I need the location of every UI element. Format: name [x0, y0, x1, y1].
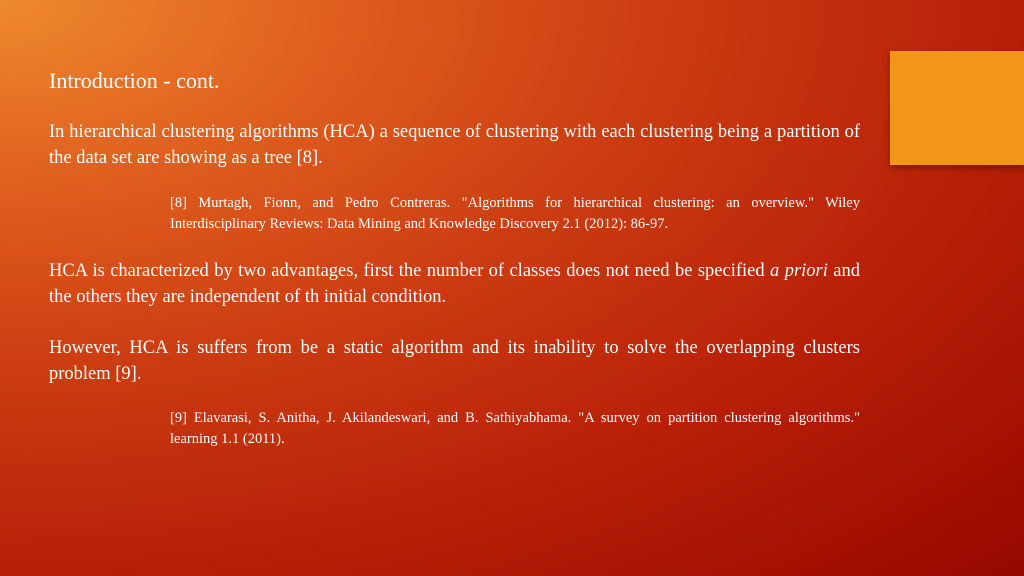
paragraph-hca-advantages-start: HCA is characterized by two advantages, first the number of classes does not need be specified [49, 261, 771, 281]
paragraph-hca-definition: In hierarchical clustering algorithms (HCA) a sequence of clustering with each clustering being a partition of the data set are showing as a tree [8]. [49, 122, 860, 168]
accent-box [890, 51, 1024, 165]
paragraph-hca-advantages [49, 258, 860, 310]
paragraph-hca-limitations: However, HCA is suffers from be a static algorithm and its inability to solve the overlapping clusters problem [9]. [49, 338, 860, 384]
slide-title: Introduction - cont. [49, 68, 220, 93]
a-priori-italic: a priori [770, 261, 828, 281]
reference-9: [9] Elavarasi, S. Anitha, J. Akilandeswari, and B. Sathiyabhama. "A survey on partition clustering algorithms." learning 1.1 (2011). [170, 410, 860, 447]
reference-8: [8] Murtagh, Fionn, and Pedro Contreras. "Algorithms for hierarchical clustering: an overview." Wiley Interdisciplinary Reviews: Data Mining and Knowledge Discovery 2.1 (2012): 86-97. [170, 195, 860, 232]
paragraph-hca-advantages-end: and the others they are independent of th initial condition. [49, 261, 860, 307]
